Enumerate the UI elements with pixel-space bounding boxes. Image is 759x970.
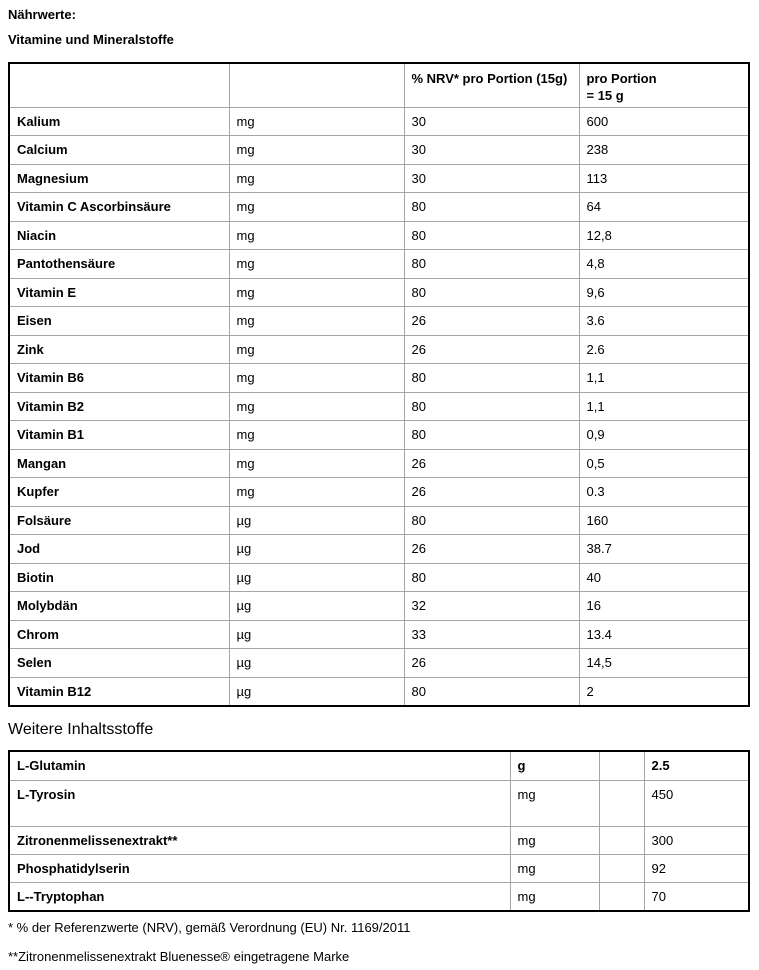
footnote-nrv: * % der Referenzwerte (NRV), gemäß Verordnung (EU) Nr. 1169/2011: [8, 919, 411, 935]
nutrient-name: Jod: [9, 535, 229, 564]
ingredient-row: [9, 751, 749, 781]
nutrient-nrv-percent: 80: [404, 278, 579, 307]
nutrient-amount: 13.4: [579, 620, 749, 649]
nutrient-name: Vitamin B1: [9, 421, 229, 450]
vitamin-row: [9, 506, 749, 535]
nutrient-amount: 9,6: [579, 278, 749, 307]
nutrient-unit: µg: [229, 506, 404, 535]
nutrient-unit: mg: [229, 478, 404, 507]
ingredient-empty-cell: [599, 827, 644, 855]
nutrient-amount: 3.6: [579, 307, 749, 336]
ingredient-row: [9, 855, 749, 883]
nutrient-name: Vitamin B6: [9, 364, 229, 393]
nutrient-amount: 113: [579, 164, 749, 193]
ingredient-amount: 70: [644, 883, 749, 911]
vitamin-row: [9, 478, 749, 507]
vitamins-table: [8, 62, 750, 707]
nutrient-name: Vitamin C Ascorbinsäure: [9, 193, 229, 222]
nutrient-nrv-percent: 30: [404, 164, 579, 193]
ingredient-unit: g: [510, 751, 599, 781]
ingredient-amount: 2.5: [644, 751, 749, 781]
nutrient-unit: µg: [229, 535, 404, 564]
vitamin-row: [9, 335, 749, 364]
ingredient-name: L-Glutamin: [9, 751, 510, 781]
vitamin-row: [9, 107, 749, 136]
vitamin-row: [9, 535, 749, 564]
nutrient-name: Kalium: [9, 107, 229, 136]
nutrient-amount: 160: [579, 506, 749, 535]
vitamin-row: [9, 364, 749, 393]
nutrient-name: Vitamin B12: [9, 677, 229, 706]
nutrient-amount: 12,8: [579, 221, 749, 250]
ingredient-amount: 92: [644, 855, 749, 883]
nutrient-unit: µg: [229, 649, 404, 678]
nutrient-nrv-percent: 26: [404, 335, 579, 364]
nutrient-unit: mg: [229, 164, 404, 193]
nutrient-nrv-percent: 80: [404, 421, 579, 450]
nutrient-nrv-percent: 26: [404, 649, 579, 678]
vitamin-row: [9, 164, 749, 193]
ingredient-unit: mg: [510, 883, 599, 911]
nutrient-name: Eisen: [9, 307, 229, 336]
ingredient-unit: mg: [510, 855, 599, 883]
nutrient-name: Kupfer: [9, 478, 229, 507]
ingredient-empty-cell: [599, 781, 644, 827]
nutrient-amount: 0,5: [579, 449, 749, 478]
nutrient-nrv-percent: 26: [404, 449, 579, 478]
vitamin-row: [9, 278, 749, 307]
vitamins-header-row: [9, 63, 749, 107]
nutrient-amount: 16: [579, 592, 749, 621]
nutrient-unit: µg: [229, 592, 404, 621]
nutrient-unit: mg: [229, 107, 404, 136]
header-cell-portion: [579, 63, 749, 107]
nutrient-nrv-percent: 80: [404, 193, 579, 222]
nutrient-name: Magnesium: [9, 164, 229, 193]
footnote-trademark: **Zitronenmelissenextrakt Bluenesse® eingetragene Marke: [8, 948, 350, 964]
ingredient-name: Phosphatidylserin: [9, 855, 510, 883]
ingredient-amount: 450: [644, 781, 749, 827]
other-ingredients-table: [8, 750, 750, 912]
nutrient-name: Biotin: [9, 563, 229, 592]
nutrient-nrv-percent: 26: [404, 535, 579, 564]
nutrient-name: Pantothensäure: [9, 250, 229, 279]
nutrient-unit: mg: [229, 307, 404, 336]
nutrient-unit: µg: [229, 563, 404, 592]
nutrient-nrv-percent: 80: [404, 563, 579, 592]
nutrient-unit: mg: [229, 392, 404, 421]
nutrient-amount: 38.7: [579, 535, 749, 564]
nutrient-name: Zink: [9, 335, 229, 364]
nutrient-unit: mg: [229, 421, 404, 450]
ingredient-name: L-Tyrosin: [9, 781, 510, 827]
header-cell-nrv: % NRV* pro Portion (15g): [404, 63, 579, 107]
nutrient-nrv-percent: 80: [404, 392, 579, 421]
ingredient-row: [9, 781, 749, 827]
nutrient-unit: mg: [229, 250, 404, 279]
nutrient-nrv-percent: 80: [404, 221, 579, 250]
vitamin-row: [9, 677, 749, 706]
vitamin-row: [9, 136, 749, 165]
nutrient-amount: 14,5: [579, 649, 749, 678]
nutrient-name: Folsäure: [9, 506, 229, 535]
nutrient-nrv-percent: 80: [404, 250, 579, 279]
vitamin-row: [9, 421, 749, 450]
nutrient-name: Selen: [9, 649, 229, 678]
nutrient-name: Niacin: [9, 221, 229, 250]
nutrient-unit: mg: [229, 364, 404, 393]
nutrient-nrv-percent: 26: [404, 478, 579, 507]
portion-header-line2: = 15 g: [586, 88, 624, 103]
nutrient-nrv-percent: 30: [404, 136, 579, 165]
nutrient-name: Vitamin B2: [9, 392, 229, 421]
vitamin-row: [9, 449, 749, 478]
nutrient-unit: mg: [229, 278, 404, 307]
nutrient-nrv-percent: 80: [404, 506, 579, 535]
nutrient-amount: 1,1: [579, 392, 749, 421]
vitamin-row: [9, 392, 749, 421]
nutrient-amount: 600: [579, 107, 749, 136]
ingredient-row: [9, 827, 749, 855]
vitamin-row: [9, 193, 749, 222]
nutrient-name: Calcium: [9, 136, 229, 165]
nutrient-amount: 4,8: [579, 250, 749, 279]
ingredient-name: Zitronenmelissenextrakt**: [9, 827, 510, 855]
nutrient-nrv-percent: 30: [404, 107, 579, 136]
header-cell-name-empty: [9, 63, 229, 107]
header-cell-unit-empty: [229, 63, 404, 107]
nutrient-amount: 0,9: [579, 421, 749, 450]
ingredient-empty-cell: [599, 855, 644, 883]
ingredient-empty-cell: [599, 883, 644, 911]
other-ingredients-section-title: Weitere Inhaltsstoffe: [8, 720, 154, 738]
ingredient-amount: 300: [644, 827, 749, 855]
nutrient-name: Molybdän: [9, 592, 229, 621]
nutrient-unit: µg: [229, 677, 404, 706]
vitamin-row: [9, 620, 749, 649]
nutrient-unit: mg: [229, 221, 404, 250]
ingredient-unit: mg: [510, 827, 599, 855]
nutrient-amount: 64: [579, 193, 749, 222]
nutrient-amount: 1,1: [579, 364, 749, 393]
ingredient-name: L--Tryptophan: [9, 883, 510, 911]
vitamin-row: [9, 592, 749, 621]
nutrient-nrv-percent: 33: [404, 620, 579, 649]
nutrient-unit: mg: [229, 193, 404, 222]
nutrient-amount: 0.3: [579, 478, 749, 507]
nutrient-amount: 40: [579, 563, 749, 592]
nutrient-nrv-percent: 26: [404, 307, 579, 336]
nutrient-unit: mg: [229, 136, 404, 165]
nutrient-name: Chrom: [9, 620, 229, 649]
vitamin-row: [9, 649, 749, 678]
nutrient-name: Mangan: [9, 449, 229, 478]
nutrient-unit: mg: [229, 449, 404, 478]
nutrient-amount: 238: [579, 136, 749, 165]
ingredient-row: [9, 883, 749, 911]
page-title: Nährwerte:: [8, 7, 76, 22]
vitamin-row: [9, 221, 749, 250]
vitamins-section-title: Vitamine und Mineralstoffe: [8, 32, 174, 47]
nutrient-name: Vitamin E: [9, 278, 229, 307]
nutrient-amount: 2.6: [579, 335, 749, 364]
nutrient-unit: mg: [229, 335, 404, 364]
ingredient-unit: mg: [510, 781, 599, 827]
nutrient-unit: µg: [229, 620, 404, 649]
vitamin-row: [9, 250, 749, 279]
portion-header-line1: pro Portion: [586, 71, 657, 86]
nutrient-nrv-percent: 80: [404, 677, 579, 706]
vitamin-row: [9, 307, 749, 336]
ingredient-empty-cell: [599, 751, 644, 781]
nutrient-nrv-percent: 80: [404, 364, 579, 393]
vitamin-row: [9, 563, 749, 592]
nutrient-nrv-percent: 32: [404, 592, 579, 621]
nutrient-amount: 2: [579, 677, 749, 706]
